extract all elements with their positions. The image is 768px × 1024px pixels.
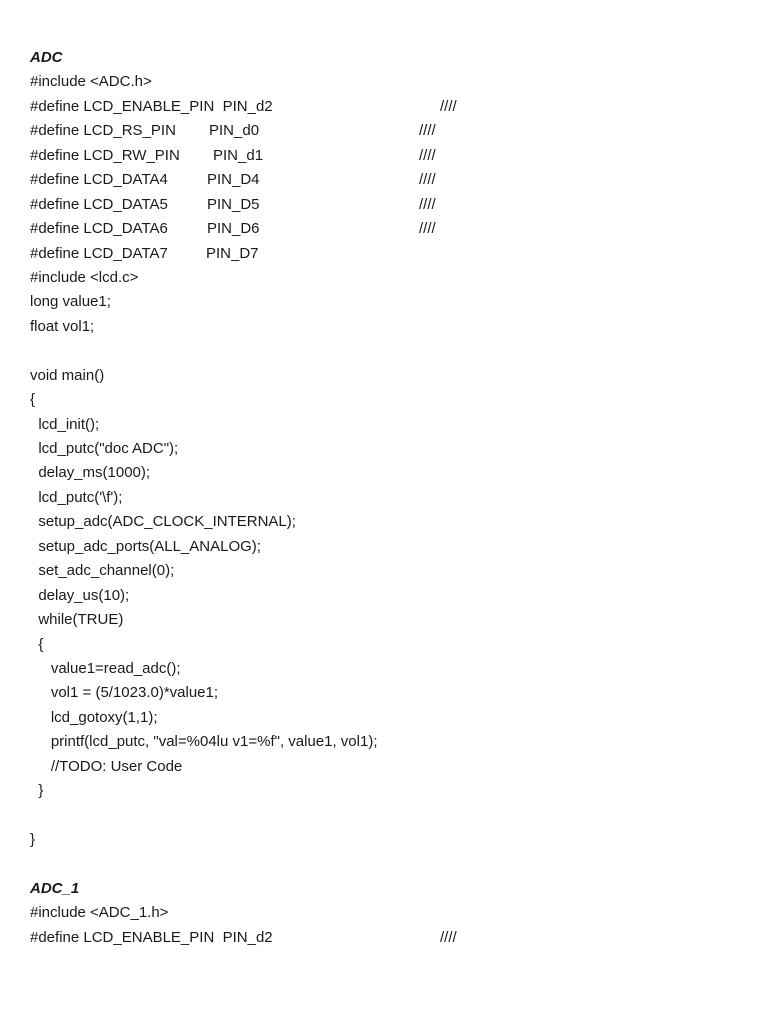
code-text: set_adc_channel(0); bbox=[30, 562, 175, 580]
code-text: { bbox=[30, 391, 36, 409]
line-comment: //// bbox=[419, 171, 436, 189]
code-line bbox=[30, 266, 730, 290]
code-line bbox=[30, 242, 730, 266]
code-line bbox=[30, 755, 730, 779]
code-line bbox=[30, 339, 730, 363]
code-line bbox=[30, 413, 730, 437]
code-text: #define LCD_DATA5 bbox=[30, 195, 168, 213]
code-text: #include <ADC_1.h> bbox=[30, 904, 169, 922]
define-value: PIN_D6 bbox=[207, 220, 260, 238]
code-line bbox=[30, 486, 730, 510]
code-text: delay_ms(1000); bbox=[30, 464, 151, 482]
line-comment: //// bbox=[419, 195, 436, 213]
line-comment: //// bbox=[419, 122, 436, 140]
code-line bbox=[30, 657, 730, 681]
code-line bbox=[30, 633, 730, 657]
code-text: lcd_init(); bbox=[30, 415, 100, 433]
code-text: //TODO: User Code bbox=[30, 757, 183, 775]
code-text: while(TRUE) bbox=[30, 611, 124, 629]
code-text: printf(lcd_putc, "val=%04lu v1=%f", value1, vol1); bbox=[30, 733, 378, 751]
code-line bbox=[30, 437, 730, 461]
code-line bbox=[30, 193, 730, 217]
code-text: #define LCD_RS_PIN bbox=[30, 122, 176, 140]
code-line bbox=[30, 144, 730, 168]
code-line bbox=[30, 608, 730, 632]
define-value: PIN_D4 bbox=[207, 171, 260, 189]
code-text: #define LCD_DATA4 bbox=[30, 171, 168, 189]
code-line bbox=[30, 852, 730, 876]
code-line bbox=[30, 681, 730, 705]
code-line bbox=[30, 901, 730, 925]
code-text: #define LCD_DATA6 bbox=[30, 220, 168, 238]
section-title: ADC bbox=[30, 49, 63, 66]
code-line bbox=[30, 290, 730, 314]
line-comment: //// bbox=[419, 146, 436, 164]
code-text: #include <lcd.c> bbox=[30, 268, 139, 286]
code-text: setup_adc_ports(ALL_ANALOG); bbox=[30, 537, 261, 555]
code-text: long value1; bbox=[30, 293, 111, 311]
code-text: vol1 = (5/1023.0)*value1; bbox=[30, 684, 219, 702]
code-text: value1=read_adc(); bbox=[30, 659, 181, 677]
code-line bbox=[30, 119, 730, 143]
code-text: } bbox=[30, 782, 44, 800]
code-line bbox=[30, 535, 730, 559]
define-value: PIN_d0 bbox=[209, 122, 260, 140]
code-line bbox=[30, 584, 730, 608]
code-line bbox=[30, 364, 730, 388]
code-text: } bbox=[30, 831, 36, 848]
code-text: delay_us(10); bbox=[30, 586, 130, 604]
code-line bbox=[30, 779, 730, 803]
code-text: #include <ADC.h> bbox=[30, 73, 152, 91]
code-text: #define LCD_ENABLE_PIN PIN_d2 bbox=[30, 97, 273, 115]
define-value: PIN_d1 bbox=[213, 146, 264, 164]
code-line bbox=[30, 461, 730, 485]
code-line bbox=[30, 730, 730, 754]
code-text: { bbox=[30, 635, 44, 653]
code-text: #define LCD_ENABLE_PIN PIN_d2 bbox=[30, 928, 273, 946]
code-text: float vol1; bbox=[30, 317, 95, 335]
line-comment: //// bbox=[440, 97, 457, 115]
code-text: lcd_putc("doc ADC"); bbox=[30, 440, 179, 457]
code-line bbox=[30, 95, 730, 119]
code-text: #define LCD_DATA7 bbox=[30, 244, 168, 262]
code-text: lcd_putc('\f'); bbox=[30, 488, 123, 506]
code-line bbox=[30, 315, 730, 339]
line-comment: //// bbox=[440, 928, 457, 946]
document-body bbox=[30, 46, 730, 950]
code-text: void main() bbox=[30, 366, 105, 384]
code-line bbox=[30, 828, 730, 852]
code-line bbox=[30, 706, 730, 730]
code-line bbox=[30, 926, 730, 950]
code-line bbox=[30, 168, 730, 192]
code-text: setup_adc(ADC_CLOCK_INTERNAL); bbox=[30, 513, 296, 531]
define-value: PIN_D7 bbox=[206, 244, 259, 262]
code-text: lcd_gotoxy(1,1); bbox=[30, 708, 158, 726]
code-line bbox=[30, 804, 730, 828]
line-comment: //// bbox=[419, 220, 436, 238]
code-line bbox=[30, 510, 730, 534]
code-line bbox=[30, 559, 730, 583]
code-line bbox=[30, 70, 730, 94]
code-line bbox=[30, 388, 730, 412]
code-text: #define LCD_RW_PIN bbox=[30, 146, 180, 164]
code-line bbox=[30, 217, 730, 241]
section-title: ADC_1 bbox=[30, 879, 80, 897]
define-value: PIN_D5 bbox=[207, 195, 260, 213]
